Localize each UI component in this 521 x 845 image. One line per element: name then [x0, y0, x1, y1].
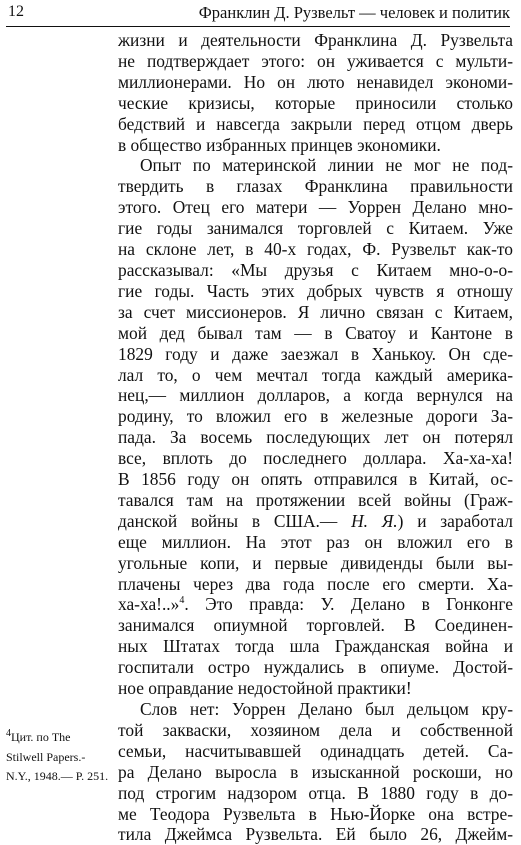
text-line: жизни и деятельности Франклина Д. Рузвельта	[118, 30, 513, 50]
text-line: в общество избранных принцев экономики.	[118, 134, 441, 155]
running-header	[6, 0, 510, 27]
text-line: ное оправдание недостойной практики!	[118, 678, 412, 699]
text-segment: ) и заработал	[397, 510, 513, 531]
text-line: угольные копи, и первые дивиденды были вы-	[118, 552, 513, 573]
footnote-line: Stilwell Papers.-	[6, 749, 86, 764]
running-title: Франклин Д. Рузвельт — человек и политик	[198, 3, 510, 22]
text-line: ных Штатах тогда шла Гражданская война и	[118, 636, 513, 657]
text-line: занимался опиумной торговлей. В Соединен-	[118, 615, 513, 636]
footnote	[6, 728, 114, 787]
text-line: пада. За восемь последующих лет он потерял	[118, 427, 513, 448]
text-line: рассказывал: «Мы друзья с Китаем мно-о-о-	[118, 259, 513, 280]
text-line: твердить в глазах Франклина правильности	[118, 176, 513, 197]
footnote-reference[interactable]: 4	[179, 595, 185, 607]
text-line: В 1856 году он опять отправился в Китай, ос-	[118, 469, 513, 490]
text-line: 1829 году и даже заезжал в Ханькоу. Он сде-	[118, 343, 513, 364]
text-line: той закваски, хозяином дела и собственной	[118, 719, 513, 740]
footnote-line: N.Y., 1948.— P. 251.	[6, 769, 109, 783]
text-line: Слов нет: Уоррен Делано был дельцом кру-	[140, 699, 513, 719]
text-line: Опыт по материнской линии не мог не под-	[140, 155, 513, 176]
text-line: на склоне лет, в 40-х годах, Ф. Рузвельт как-то	[118, 239, 513, 260]
text-segment: . Это правда: У. Делано в Гонконге	[184, 594, 513, 615]
text-line: госпитали остро нуждались в опиуме. Достой-	[118, 657, 513, 678]
body-text	[118, 30, 513, 845]
text-line: мой дед бывал там — в Сватоу и Кантоне в	[118, 322, 513, 343]
text-line: тавался там на протяжении всей войны (Граж-	[118, 489, 513, 510]
text-line: не подтверждает этого: он уживается с мульти-	[118, 50, 513, 71]
text-line: под строгим надзором отца. В 1880 году в до-	[118, 782, 513, 803]
text-line: ме Теодора Рузвельта в Нью-Йорке она встре-	[118, 803, 513, 824]
text-line: нец,— миллион долларов, а когда вернулся на	[118, 385, 513, 406]
italic-initials: Н. Я.	[351, 510, 398, 531]
text-line: гие годы занимался торговлей с Китаем. Уже	[118, 218, 513, 239]
footnote-marker: 4	[6, 728, 11, 739]
page-number: 12	[8, 3, 24, 20]
text-line: бедствий и навсегда закрыли перед отцом дверь	[118, 113, 513, 134]
footnote-line	[6, 728, 114, 748]
text-line: еще миллион. На этот раз он вложил его в	[118, 531, 513, 552]
text-line: семьи, насчитывавшей одинадцать детей. Са-	[118, 740, 513, 761]
text-line-with-italic	[118, 511, 513, 532]
text-segment: ха-ха!..»	[118, 594, 180, 615]
text-line: плачены через два года после его смерти. Ха-	[118, 573, 513, 594]
text-line-with-footnote-ref	[118, 594, 513, 615]
text-line: ра Делано выросла в изысканной роскоши, но	[118, 761, 513, 782]
text-line: этого. Отец его матери — Уоррен Делано мно-	[118, 197, 513, 218]
text-line: лал то, о чем мечтал тогда каждый америка-	[118, 364, 513, 385]
text-line: гие годы. Часть этих добрых чувств я отношу	[118, 280, 513, 301]
text-line: тила Джеймса Рузвельта. Ей было 26, Джейм-	[118, 824, 513, 845]
text-line: за счет миссионеров. Я лично связан с Китаем,	[118, 301, 513, 322]
text-line: миллионерами. Но он люто ненавидел экономи-	[118, 71, 513, 92]
text-line: родину, то вложил его в железные дороги За-	[118, 406, 513, 427]
footnote-text: Цит. по The	[11, 730, 71, 744]
text-segment: данской войны в США.—	[118, 510, 352, 531]
text-line: ческие кризисы, которые приносили столько	[118, 92, 513, 113]
text-line: все, вплоть до последнего доллара. Ха-ха-ха!	[118, 448, 513, 469]
